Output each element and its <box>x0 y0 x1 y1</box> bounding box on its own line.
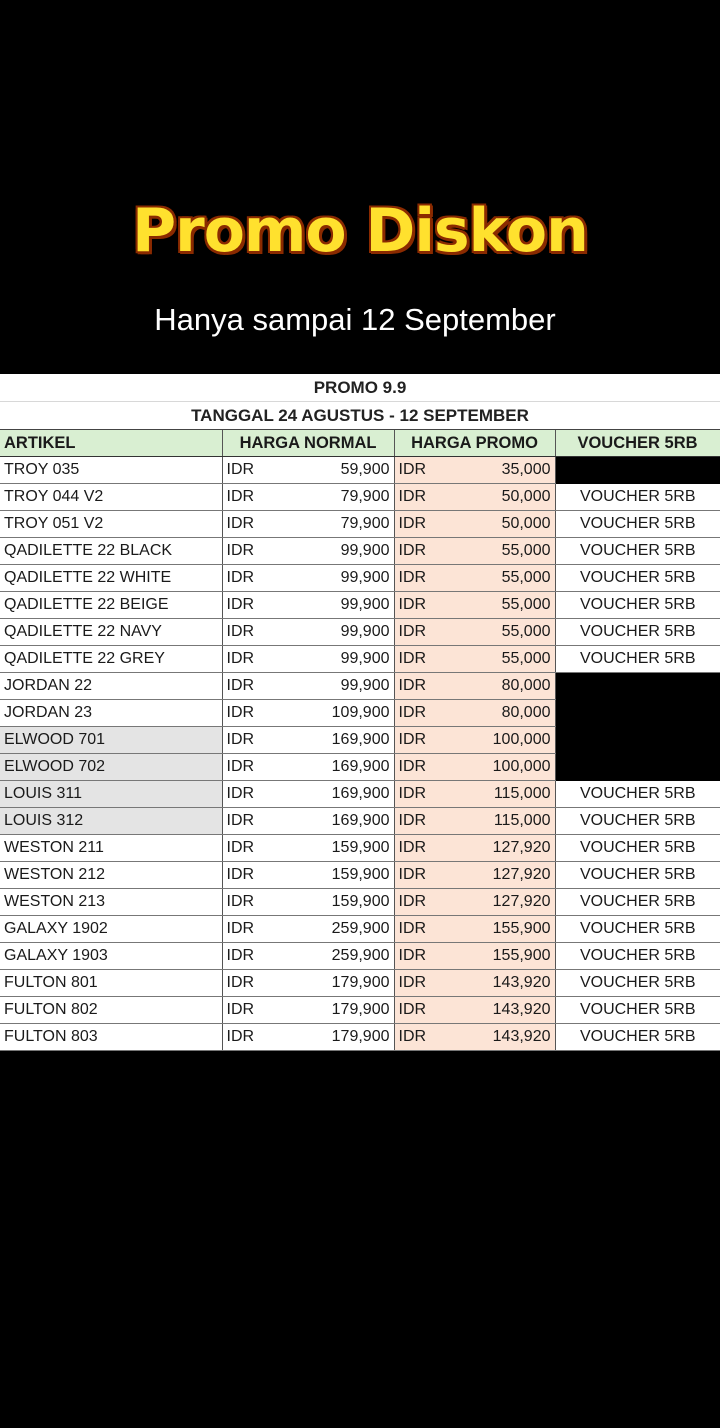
cell-normal-currency: IDR <box>222 943 272 970</box>
cell-harga-promo: 143,920 <box>444 1024 555 1051</box>
table-row <box>0 943 720 970</box>
cell-promo-currency: IDR <box>394 916 444 943</box>
cell-normal-currency: IDR <box>222 565 272 592</box>
cell-harga-normal: 79,900 <box>272 484 394 511</box>
table-row <box>0 970 720 997</box>
table-row <box>0 619 720 646</box>
cell-harga-normal: 169,900 <box>272 808 394 835</box>
cell-voucher: VOUCHER 5RB <box>555 862 720 889</box>
cell-voucher: VOUCHER 5RB <box>555 1024 720 1051</box>
cell-normal-currency: IDR <box>222 862 272 889</box>
cell-promo-currency: IDR <box>394 538 444 565</box>
cell-promo-currency: IDR <box>394 781 444 808</box>
table-row <box>0 511 720 538</box>
cell-promo-currency: IDR <box>394 727 444 754</box>
cell-voucher: VOUCHER 5RB <box>555 997 720 1024</box>
table-row <box>0 457 720 484</box>
price-table <box>0 430 720 1051</box>
cell-voucher <box>555 754 720 781</box>
table-body <box>0 457 720 1051</box>
cell-voucher: VOUCHER 5RB <box>555 511 720 538</box>
cell-promo-currency: IDR <box>394 862 444 889</box>
cell-normal-currency: IDR <box>222 727 272 754</box>
cell-voucher: VOUCHER 5RB <box>555 970 720 997</box>
cell-harga-normal: 259,900 <box>272 943 394 970</box>
cell-promo-currency: IDR <box>394 997 444 1024</box>
cell-voucher: VOUCHER 5RB <box>555 538 720 565</box>
table-row <box>0 835 720 862</box>
cell-promo-currency: IDR <box>394 1024 444 1051</box>
cell-harga-promo: 55,000 <box>444 592 555 619</box>
cell-artikel: ELWOOD 702 <box>0 754 222 781</box>
cell-artikel: GALAXY 1903 <box>0 943 222 970</box>
cell-promo-currency: IDR <box>394 808 444 835</box>
cell-voucher: VOUCHER 5RB <box>555 835 720 862</box>
cell-harga-normal: 169,900 <box>272 727 394 754</box>
cell-promo-currency: IDR <box>394 457 444 484</box>
cell-voucher: VOUCHER 5RB <box>555 565 720 592</box>
cell-harga-promo: 155,900 <box>444 916 555 943</box>
cell-promo-currency: IDR <box>394 835 444 862</box>
cell-promo-currency: IDR <box>394 889 444 916</box>
cell-voucher: VOUCHER 5RB <box>555 619 720 646</box>
table-row <box>0 1024 720 1051</box>
table-row <box>0 754 720 781</box>
cell-harga-promo: 127,920 <box>444 862 555 889</box>
cell-harga-promo: 115,000 <box>444 781 555 808</box>
cell-voucher: VOUCHER 5RB <box>555 781 720 808</box>
cell-normal-currency: IDR <box>222 673 272 700</box>
cell-promo-currency: IDR <box>394 619 444 646</box>
cell-voucher: VOUCHER 5RB <box>555 943 720 970</box>
cell-voucher <box>555 673 720 700</box>
table-row <box>0 700 720 727</box>
cell-normal-currency: IDR <box>222 700 272 727</box>
table-header-row <box>0 430 720 457</box>
cell-artikel: QADILETTE 22 GREY <box>0 646 222 673</box>
cell-artikel: JORDAN 22 <box>0 673 222 700</box>
cell-harga-normal: 159,900 <box>272 889 394 916</box>
cell-artikel: TROY 051 V2 <box>0 511 222 538</box>
cell-harga-promo: 143,920 <box>444 970 555 997</box>
table-row <box>0 673 720 700</box>
col-header-artikel: ARTIKEL <box>0 430 222 457</box>
cell-harga-normal: 109,900 <box>272 700 394 727</box>
cell-voucher: VOUCHER 5RB <box>555 592 720 619</box>
cell-promo-currency: IDR <box>394 484 444 511</box>
sheet-banner-promo: PROMO 9.9 <box>0 374 720 402</box>
cell-normal-currency: IDR <box>222 646 272 673</box>
cell-harga-normal: 99,900 <box>272 538 394 565</box>
cell-voucher: VOUCHER 5RB <box>555 484 720 511</box>
cell-artikel: TROY 044 V2 <box>0 484 222 511</box>
cell-harga-promo: 143,920 <box>444 997 555 1024</box>
cell-voucher: VOUCHER 5RB <box>555 889 720 916</box>
cell-voucher: VOUCHER 5RB <box>555 646 720 673</box>
cell-harga-promo: 155,900 <box>444 943 555 970</box>
cell-normal-currency: IDR <box>222 916 272 943</box>
cell-normal-currency: IDR <box>222 538 272 565</box>
cell-harga-promo: 50,000 <box>444 484 555 511</box>
cell-artikel: JORDAN 23 <box>0 700 222 727</box>
cell-promo-currency: IDR <box>394 565 444 592</box>
cell-harga-promo: 55,000 <box>444 619 555 646</box>
cell-voucher <box>555 700 720 727</box>
cell-harga-promo: 55,000 <box>444 565 555 592</box>
cell-normal-currency: IDR <box>222 592 272 619</box>
cell-harga-promo: 55,000 <box>444 646 555 673</box>
cell-harga-promo: 55,000 <box>444 538 555 565</box>
cell-normal-currency: IDR <box>222 997 272 1024</box>
cell-harga-promo: 100,000 <box>444 754 555 781</box>
cell-promo-currency: IDR <box>394 970 444 997</box>
cell-artikel: FULTON 803 <box>0 1024 222 1051</box>
cell-promo-currency: IDR <box>394 673 444 700</box>
cell-harga-promo: 80,000 <box>444 700 555 727</box>
cell-voucher <box>555 727 720 754</box>
col-header-harga-promo: HARGA PROMO <box>394 430 555 457</box>
table-row <box>0 781 720 808</box>
cell-promo-currency: IDR <box>394 511 444 538</box>
cell-artikel: LOUIS 311 <box>0 781 222 808</box>
cell-artikel: WESTON 211 <box>0 835 222 862</box>
cell-harga-normal: 59,900 <box>272 457 394 484</box>
cell-normal-currency: IDR <box>222 457 272 484</box>
cell-normal-currency: IDR <box>222 835 272 862</box>
table-row <box>0 592 720 619</box>
col-header-voucher: VOUCHER 5RB <box>555 430 720 457</box>
cell-harga-normal: 179,900 <box>272 997 394 1024</box>
cell-harga-normal: 79,900 <box>272 511 394 538</box>
table-row <box>0 646 720 673</box>
cell-harga-normal: 259,900 <box>272 916 394 943</box>
cell-artikel: TROY 035 <box>0 457 222 484</box>
cell-artikel: LOUIS 312 <box>0 808 222 835</box>
cell-normal-currency: IDR <box>222 889 272 916</box>
cell-harga-promo: 100,000 <box>444 727 555 754</box>
cell-normal-currency: IDR <box>222 511 272 538</box>
cell-harga-normal: 99,900 <box>272 646 394 673</box>
cell-normal-currency: IDR <box>222 781 272 808</box>
table-row <box>0 997 720 1024</box>
table-row <box>0 565 720 592</box>
cell-promo-currency: IDR <box>394 754 444 781</box>
cell-promo-currency: IDR <box>394 700 444 727</box>
cell-harga-promo: 50,000 <box>444 511 555 538</box>
promo-title: Promo Diskon <box>132 196 588 266</box>
cell-harga-normal: 99,900 <box>272 673 394 700</box>
cell-voucher <box>555 457 720 484</box>
cell-artikel: WESTON 212 <box>0 862 222 889</box>
cell-promo-currency: IDR <box>394 943 444 970</box>
col-header-harga-normal: HARGA NORMAL <box>222 430 394 457</box>
cell-artikel: WESTON 213 <box>0 889 222 916</box>
table-row <box>0 808 720 835</box>
cell-artikel: QADILETTE 22 BLACK <box>0 538 222 565</box>
cell-normal-currency: IDR <box>222 754 272 781</box>
cell-normal-currency: IDR <box>222 808 272 835</box>
cell-artikel: QADILETTE 22 NAVY <box>0 619 222 646</box>
cell-harga-promo: 115,000 <box>444 808 555 835</box>
cell-normal-currency: IDR <box>222 484 272 511</box>
cell-harga-normal: 99,900 <box>272 592 394 619</box>
cell-voucher: VOUCHER 5RB <box>555 808 720 835</box>
cell-harga-normal: 169,900 <box>272 754 394 781</box>
cell-normal-currency: IDR <box>222 619 272 646</box>
cell-promo-currency: IDR <box>394 646 444 673</box>
cell-artikel: QADILETTE 22 BEIGE <box>0 592 222 619</box>
table-row <box>0 538 720 565</box>
cell-artikel: FULTON 801 <box>0 970 222 997</box>
table-row <box>0 916 720 943</box>
cell-harga-normal: 99,900 <box>272 565 394 592</box>
cell-harga-normal: 159,900 <box>272 835 394 862</box>
cell-voucher: VOUCHER 5RB <box>555 916 720 943</box>
cell-harga-promo: 127,920 <box>444 835 555 862</box>
table-row <box>0 889 720 916</box>
cell-artikel: GALAXY 1902 <box>0 916 222 943</box>
cell-harga-normal: 169,900 <box>272 781 394 808</box>
cell-normal-currency: IDR <box>222 970 272 997</box>
cell-artikel: QADILETTE 22 WHITE <box>0 565 222 592</box>
cell-harga-promo: 127,920 <box>444 889 555 916</box>
sheet-banner-date-range: TANGGAL 24 AGUSTUS - 12 SEPTEMBER <box>0 402 720 430</box>
price-sheet <box>0 374 720 1051</box>
cell-harga-promo: 80,000 <box>444 673 555 700</box>
promo-subtitle: Hanya sampai 12 September <box>154 302 556 337</box>
cell-harga-normal: 99,900 <box>272 619 394 646</box>
table-row <box>0 727 720 754</box>
cell-harga-normal: 179,900 <box>272 1024 394 1051</box>
cell-promo-currency: IDR <box>394 592 444 619</box>
cell-artikel: ELWOOD 701 <box>0 727 222 754</box>
cell-harga-normal: 179,900 <box>272 970 394 997</box>
cell-harga-normal: 159,900 <box>272 862 394 889</box>
table-row <box>0 862 720 889</box>
cell-artikel: FULTON 802 <box>0 997 222 1024</box>
cell-normal-currency: IDR <box>222 1024 272 1051</box>
table-row <box>0 484 720 511</box>
cell-harga-promo: 35,000 <box>444 457 555 484</box>
